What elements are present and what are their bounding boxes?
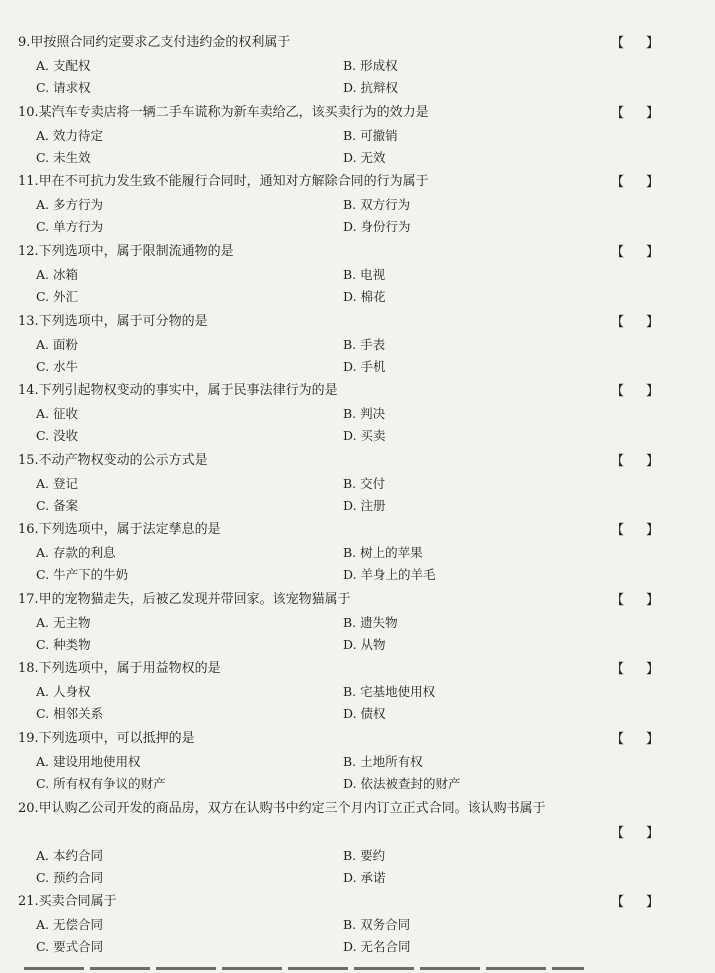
answer-bracket[interactable] bbox=[611, 895, 659, 911]
question-stem: 20.甲认购乙公司开发的商品房，双方在认购书中约定三个月内订立正式合同。该认购书属于 bbox=[18, 801, 546, 816]
answer-bracket[interactable] bbox=[611, 826, 659, 842]
option-d: D. 买卖 bbox=[343, 428, 386, 443]
option-a: A. 建设用地使用权 bbox=[36, 754, 141, 769]
option-d: D. 抗辩权 bbox=[343, 80, 399, 95]
option-c: C. 单方行为 bbox=[36, 219, 104, 234]
bracket-close: 】 bbox=[645, 662, 659, 677]
option-d: D. 身份行为 bbox=[343, 219, 411, 234]
option-c: C. 备案 bbox=[36, 498, 79, 513]
option-d: D. 注册 bbox=[343, 498, 386, 513]
bracket-open: 【 bbox=[611, 593, 625, 608]
option-c: C. 外汇 bbox=[36, 289, 79, 304]
option-c: C. 牛产下的牛奶 bbox=[36, 567, 129, 582]
bracket-open: 【 bbox=[611, 36, 625, 51]
bracket-close: 】 bbox=[645, 826, 659, 841]
bracket-open: 【 bbox=[611, 315, 625, 330]
option-c: C. 水牛 bbox=[36, 359, 79, 374]
option-a: A. 冰箱 bbox=[36, 267, 78, 282]
option-b: B. 要约 bbox=[343, 848, 386, 863]
answer-bracket[interactable] bbox=[611, 36, 659, 52]
option-b: B. 可撤销 bbox=[343, 128, 398, 143]
option-b: B. 遗失物 bbox=[343, 615, 398, 630]
option-d: D. 棉花 bbox=[343, 289, 386, 304]
bracket-close: 】 bbox=[645, 384, 659, 399]
question-stem: 15.不动产物权变动的公示方式是 bbox=[18, 453, 208, 468]
answer-bracket[interactable] bbox=[611, 175, 659, 191]
option-c: C. 请求权 bbox=[36, 80, 91, 95]
option-c: C. 相邻关系 bbox=[36, 706, 104, 721]
option-c: C. 要式合同 bbox=[36, 939, 104, 954]
bracket-open: 【 bbox=[611, 454, 625, 469]
answer-bracket[interactable] bbox=[611, 315, 659, 331]
option-c: C. 未生效 bbox=[36, 150, 91, 165]
bracket-open: 【 bbox=[611, 826, 625, 841]
option-d: D. 从物 bbox=[343, 637, 386, 652]
bracket-open: 【 bbox=[611, 523, 625, 538]
option-b: B. 土地所有权 bbox=[343, 754, 423, 769]
answer-bracket[interactable] bbox=[611, 454, 659, 470]
question-stem: 19.下列选项中，可以抵押的是 bbox=[18, 731, 195, 746]
option-a: A. 登记 bbox=[36, 476, 78, 491]
option-c: C. 所有权有争议的财产 bbox=[36, 776, 166, 791]
option-a: A. 多方行为 bbox=[36, 197, 103, 212]
answer-bracket[interactable] bbox=[611, 523, 659, 539]
question-stem: 16.下列选项中，属于法定孳息的是 bbox=[18, 522, 221, 537]
option-b: B. 树上的苹果 bbox=[343, 545, 423, 560]
option-a: A. 人身权 bbox=[36, 684, 91, 699]
option-a: A. 无偿合同 bbox=[36, 917, 103, 932]
answer-bracket[interactable] bbox=[611, 245, 659, 261]
bracket-close: 】 bbox=[645, 175, 659, 190]
answer-bracket[interactable] bbox=[611, 593, 659, 609]
option-b: B. 双方行为 bbox=[343, 197, 411, 212]
bracket-close: 】 bbox=[645, 593, 659, 608]
option-d: D. 承诺 bbox=[343, 870, 386, 885]
bracket-close: 】 bbox=[645, 106, 659, 121]
bracket-close: 】 bbox=[645, 895, 659, 910]
question-stem: 18.下列选项中，属于用益物权的是 bbox=[18, 661, 221, 676]
option-d: D. 无名合同 bbox=[343, 939, 411, 954]
bracket-close: 】 bbox=[645, 36, 659, 51]
bracket-open: 【 bbox=[611, 106, 625, 121]
answer-bracket[interactable] bbox=[611, 106, 659, 122]
question-stem: 13.下列选项中，属于可分物的是 bbox=[18, 314, 208, 329]
option-d: D. 无效 bbox=[343, 150, 386, 165]
bracket-open: 【 bbox=[611, 662, 625, 677]
bracket-open: 【 bbox=[611, 175, 625, 190]
option-b: B. 形成权 bbox=[343, 58, 398, 73]
option-a: A. 无主物 bbox=[36, 615, 91, 630]
option-c: C. 种类物 bbox=[36, 637, 91, 652]
option-d: D. 手机 bbox=[343, 359, 386, 374]
option-a: A. 支配权 bbox=[36, 58, 91, 73]
question-stem: 14.下列引起物权变动的事实中，属于民事法律行为的是 bbox=[18, 383, 338, 398]
option-b: B. 手表 bbox=[343, 337, 386, 352]
option-a: A. 征收 bbox=[36, 406, 78, 421]
option-a: A. 存款的利息 bbox=[36, 545, 116, 560]
question-stem: 10.某汽车专卖店将一辆二手车谎称为新车卖给乙，该买卖行为的效力是 bbox=[18, 105, 429, 120]
option-a: A. 本约合同 bbox=[36, 848, 103, 863]
answer-bracket[interactable] bbox=[611, 384, 659, 400]
bracket-close: 】 bbox=[645, 245, 659, 260]
bracket-close: 】 bbox=[645, 732, 659, 747]
option-b: B. 交付 bbox=[343, 476, 386, 491]
option-d: D. 羊身上的羊毛 bbox=[343, 567, 436, 582]
bracket-open: 【 bbox=[611, 732, 625, 747]
bracket-open: 【 bbox=[611, 895, 625, 910]
bracket-open: 【 bbox=[611, 245, 625, 260]
question-stem: 12.下列选项中，属于限制流通物的是 bbox=[18, 244, 234, 259]
answer-bracket[interactable] bbox=[611, 662, 659, 678]
question-stem: 11.甲在不可抗力发生致不能履行合同时，通知对方解除合同的行为属于 bbox=[18, 174, 429, 189]
question-stem: 21.买卖合同属于 bbox=[18, 894, 117, 909]
bracket-close: 】 bbox=[645, 315, 659, 330]
option-b: B. 双务合同 bbox=[343, 917, 411, 932]
option-c: C. 预约合同 bbox=[36, 870, 104, 885]
answer-bracket[interactable] bbox=[611, 732, 659, 748]
bracket-open: 【 bbox=[611, 384, 625, 399]
option-b: B. 电视 bbox=[343, 267, 386, 282]
option-b: B. 宅基地使用权 bbox=[343, 684, 436, 699]
page-bottom-rule bbox=[24, 967, 584, 970]
question-stem: 17.甲的宠物猫走失，后被乙发现并带回家。该宠物猫属于 bbox=[18, 592, 351, 607]
question-stem: 9.甲按照合同约定要求乙支付违约金的权利属于 bbox=[18, 35, 291, 50]
option-a: A. 效力待定 bbox=[36, 128, 103, 143]
option-a: A. 面粉 bbox=[36, 337, 78, 352]
option-d: D. 依法被查封的财产 bbox=[343, 776, 461, 791]
option-c: C. 没收 bbox=[36, 428, 79, 443]
bracket-close: 】 bbox=[645, 523, 659, 538]
option-b: B. 判决 bbox=[343, 406, 386, 421]
bracket-close: 】 bbox=[645, 454, 659, 469]
option-d: D. 债权 bbox=[343, 706, 386, 721]
